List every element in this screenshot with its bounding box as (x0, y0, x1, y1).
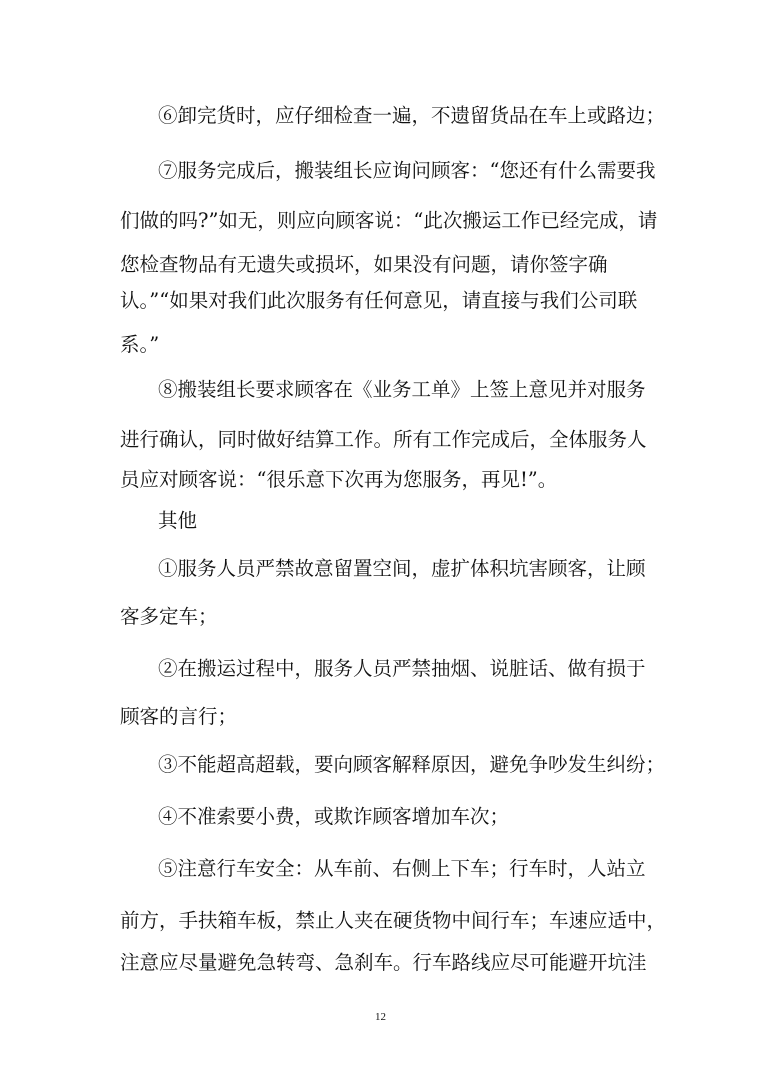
text-line: 客多定车； (120, 605, 218, 628)
text-line: 系。” (120, 333, 160, 356)
text-line: ②在搬运过程中，服务人员严禁抽烟、说脏话、做有损于 (158, 657, 646, 680)
text-line: ⑤注意行车安全：从车前、右侧上下车；行车时，人站立 (158, 857, 646, 880)
text-line: 前方，手扶箱车板，禁止人夹在硬货物中间行车；车速应适中， (120, 909, 667, 932)
text-line: ⑥卸完货时，应仔细检查一遍，不遗留货品在车上或路边； (158, 104, 666, 127)
section-heading: 其他 (158, 509, 198, 532)
text-line: ⑧搬装组长要求顾客在《业务工单》上签上意见并对服务 (158, 378, 646, 401)
text-line: 认。”“如果对我们此次服务有任何意见，请直接与我们公司联 (120, 289, 638, 312)
text-line: ①服务人员严禁故意留置空间，虚扩体积坑害顾客，让顾 (158, 557, 646, 580)
text-line: 您检查物品有无遗失或损坏，如果没有问题，请你签字确 (120, 253, 608, 276)
text-line: ④不准索要小费，或欺诈顾客增加车次； (158, 805, 510, 828)
text-line: 们做的吗?”如无，则应向顾客说：“此次搬运工作已经完成，请 (120, 209, 658, 232)
text-line: 进行确认，同时做好结算工作。所有工作完成后，全体服务人 (120, 428, 647, 451)
page-number: 12 (375, 1011, 386, 1023)
text-line: 注意应尽量避免急转弯、急刹车。行车路线应尽可能避开坑洼 (120, 951, 647, 974)
text-line: ⑦服务完成后，搬装组长应询问顾客：“您还有什么需要我 (158, 159, 656, 182)
text-line: ③不能超高超载，要向顾客解释原因，避免争吵发生纠纷； (158, 753, 666, 776)
text-line: 顾客的言行； (120, 705, 238, 728)
text-line: 员应对顾客说：“很乐意下次再为您服务，再见!”。 (120, 468, 558, 491)
